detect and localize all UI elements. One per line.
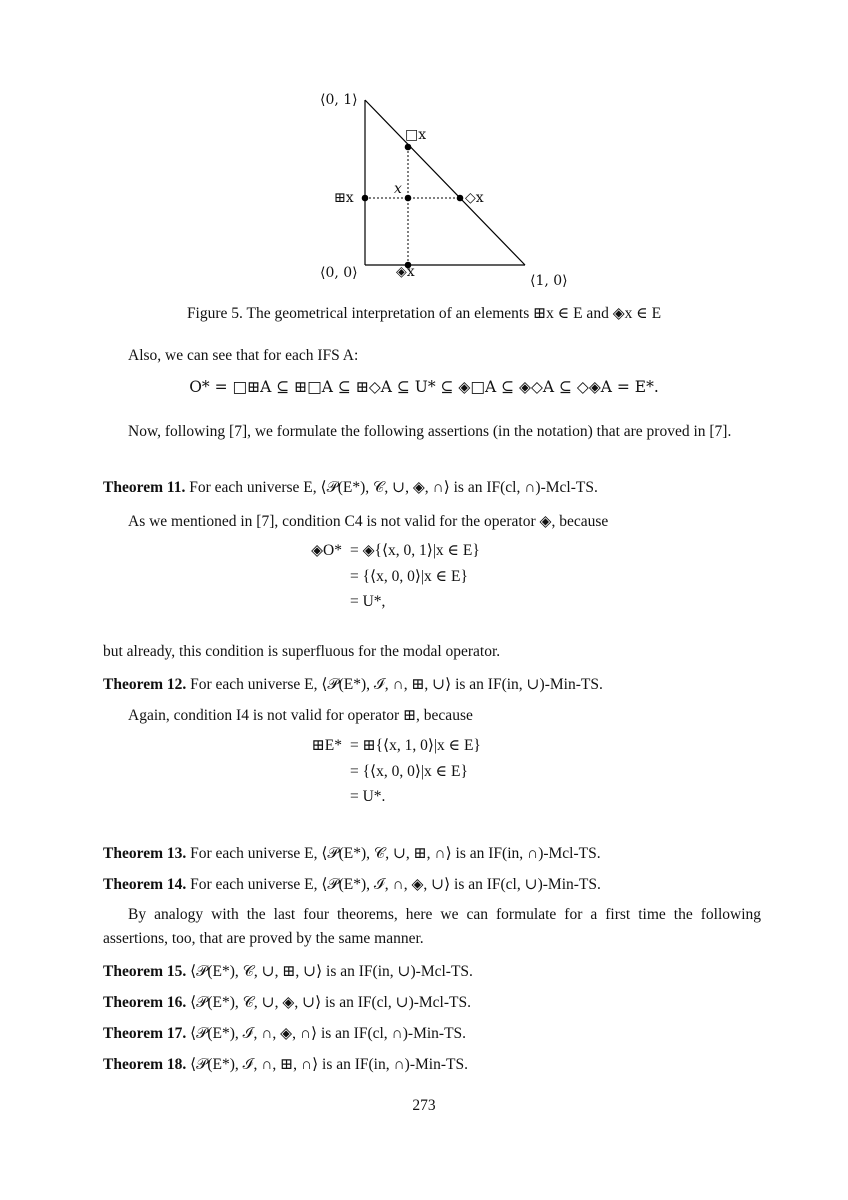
theorem-13-heading: Theorem 13. [103,845,187,862]
theorem-16-heading: Theorem 16. [103,994,187,1011]
theorem-16 [103,991,761,1015]
equation-row: = U*, [350,593,386,610]
theorem-18 [103,1053,761,1077]
equation-row: = {⟨x, 0, 0⟩|x ∈ E} [350,568,468,585]
theorem-12 [103,673,761,697]
point-diamond-x [457,195,464,202]
label-box-x: □x [405,127,427,143]
theorem-14-body: For each universe E, ⟨𝒫(E*), ℐ, ∩, ◈, ∪⟩ is an IF(cl, ∪)-Min-TS. [190,876,601,893]
theorem-14 [103,873,761,897]
paragraph-superfluous: but already, this condition is superfluous for the modal operator. [103,643,501,660]
theorem-14-heading: Theorem 14. [103,876,187,893]
theorem-11-heading: Theorem 11. [103,479,186,496]
equation-inclusions: O* = □⊞A ⊆ ⊞□A ⊆ ⊞◇A ⊆ U* ⊆ ◈□A ⊆ ◈◇A ⊆ ◇◈A = E*. [189,378,659,396]
equation-block-a [282,541,480,619]
theorem-17-heading: Theorem 17. [103,1025,187,1042]
page-number: 273 [412,1097,436,1114]
theorem-15-body: ⟨𝒫(E*), 𝒞, ∪, ⊞, ∪⟩ is an IF(in, ∪)-Mcl-TS. [190,963,473,980]
theorem-13 [103,842,761,866]
label-diamondplus-x: ◈x [396,264,415,280]
theorem-13-body: For each universe E, ⟨𝒫(E*), 𝒞, ∪, ⊞, ∩⟩ is an IF(in, ∩)-Mcl-TS. [190,845,601,862]
point-x [405,195,412,202]
label-boxplus-x: ⊞x [334,190,354,206]
theorem-12-heading: Theorem 12. [103,676,187,693]
point-box-x [405,144,412,151]
equation-row: ⊞E* = ⊞{⟨x, 1, 0⟩|x ∈ E} [311,737,481,754]
paragraph-condition-i4: Again, condition I4 is not valid for operator ⊞, because [128,707,473,724]
theorem-18-heading: Theorem 18. [103,1056,187,1073]
point-boxplus-x [362,195,369,202]
theorem-11-body: For each universe E, ⟨𝒫(E*), 𝒞, ∪, ◈, ∩⟩ is an IF(cl, ∩)-Mcl-TS. [189,479,598,496]
equation-row: ◈O* = ◈{⟨x, 0, 1⟩|x ∈ E} [311,542,480,559]
label-x: x [394,181,402,197]
theorem-18-body: ⟨𝒫(E*), ℐ, ∩, ⊞, ∩⟩ is an IF(in, ∩)-Min-TS. [190,1056,468,1073]
equation-row: = U*. [350,788,386,805]
theorem-17-body: ⟨𝒫(E*), ℐ, ∩, ◈, ∩⟩ is an IF(cl, ∩)-Min-TS. [190,1025,467,1042]
paragraph-condition-c4: As we mentioned in [7], condition C4 is not valid for the operator ◈, because [128,513,609,530]
label-top-left: ⟨0, 1⟩ [320,92,358,108]
theorem-15 [103,960,761,984]
label-bottom-left: ⟨0, 0⟩ [320,265,358,281]
triangle-hypotenuse [365,100,525,265]
theorem-11 [103,476,761,500]
label-bottom-right: ⟨1, 0⟩ [530,273,568,289]
paragraph-ifs: Also, we can see that for each IFS A: [128,347,359,364]
paragraph-analogy: By analogy with the last four theorems, here we can formulate for a first time the following assertions, too, that are proved by the same manner. [103,906,761,947]
theorem-16-body: ⟨𝒫(E*), 𝒞, ∪, ◈, ∪⟩ is an IF(cl, ∪)-Mcl-TS. [190,994,471,1011]
equation-block-b [282,736,481,814]
label-diamond-x: ◇x [465,190,484,206]
theorem-15-heading: Theorem 15. [103,963,187,980]
paragraph-following: Now, following [7], we formulate the following assertions (in the notation) that are proved in [7]. [128,423,732,440]
figure-caption: Figure 5. The geometrical interpretation of an elements ⊞x ∈ E and ◈x ∈ E [186,305,662,322]
equation-row: = {⟨x, 0, 0⟩|x ∈ E} [350,763,468,780]
theorem-17 [103,1022,761,1046]
theorem-12-body: For each universe E, ⟨𝒫(E*), ℐ, ∩, ⊞, ∪⟩ is an IF(in, ∪)-Min-TS. [190,676,603,693]
